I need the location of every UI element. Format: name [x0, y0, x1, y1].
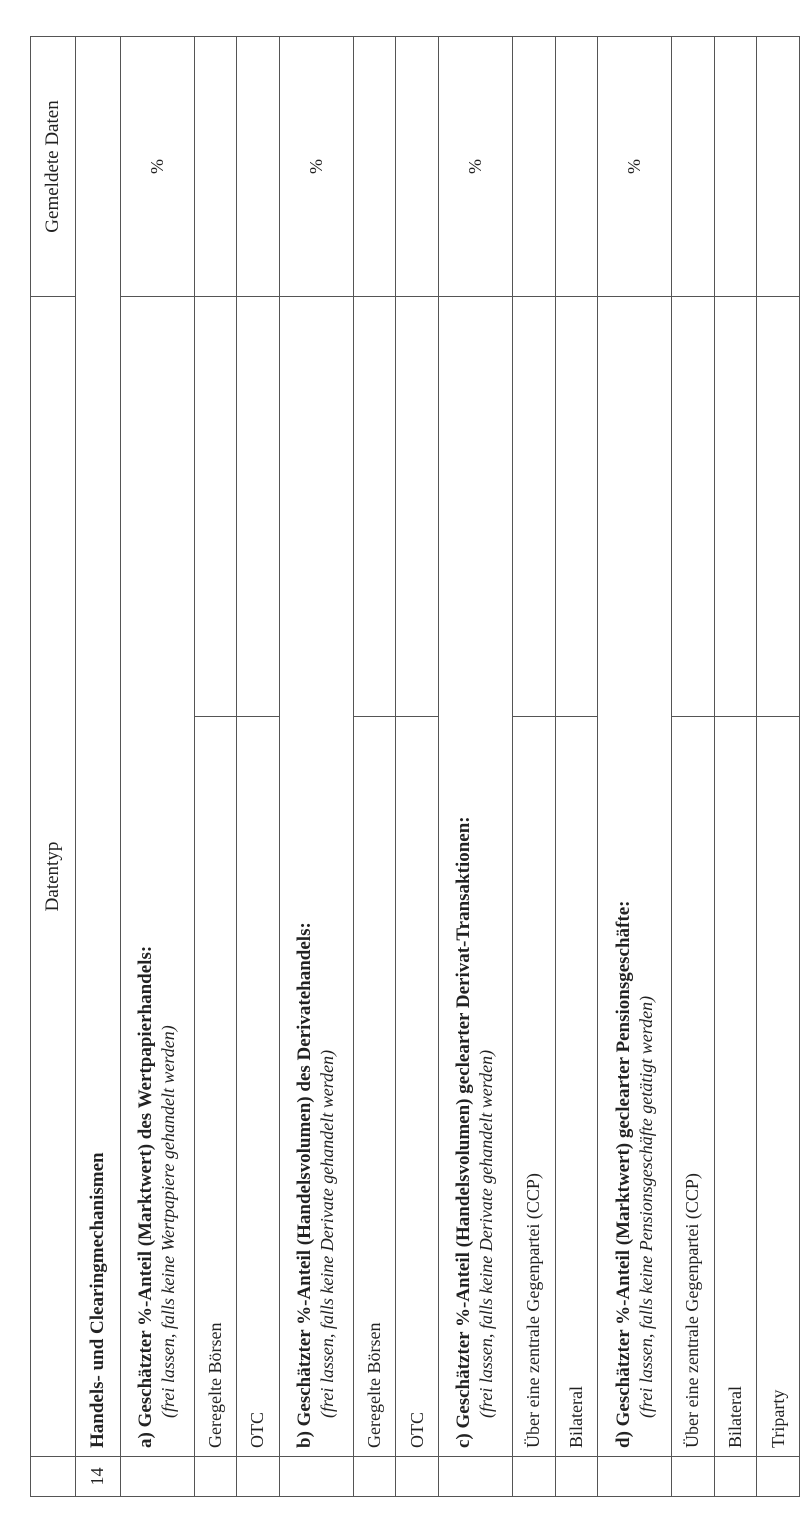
item-label: Über eine zentrale Gegenpartei (CCP)	[512, 717, 555, 1457]
item-row	[714, 37, 757, 1497]
percent-cell: %	[279, 37, 353, 297]
item-row	[672, 37, 715, 1497]
gemeldete-daten-header: Gemeldete Daten	[31, 37, 76, 297]
question-cell	[598, 297, 672, 1457]
header-row	[31, 37, 76, 1497]
item-row	[194, 37, 237, 1497]
percent-cell: %	[120, 37, 194, 297]
row-number: 14	[76, 1457, 121, 1497]
rotated-table-container	[30, 37, 800, 1497]
question-note: (frei lassen, falls keine Derivate gehandelt werden)	[317, 1049, 338, 1418]
item-label: Bilateral	[555, 717, 598, 1457]
item-row	[396, 37, 439, 1497]
item-label: Triparty	[757, 717, 800, 1457]
value-cell[interactable]	[237, 297, 280, 717]
item-label: Geregelte Börsen	[353, 717, 396, 1457]
value-cell[interactable]	[353, 297, 396, 717]
value-cell[interactable]	[555, 297, 598, 717]
question-note: (frei lassen, falls keine Pensionsgeschäfte getätigt werden)	[635, 995, 656, 1418]
item-row	[555, 37, 598, 1497]
item-row	[757, 37, 800, 1497]
question-title: d) Geschätzter %-Anteil (Marktwert) geclearter Pensionsgeschäfte:	[612, 900, 634, 1448]
section-row	[76, 37, 121, 1497]
question-row	[438, 37, 512, 1497]
number-header	[31, 1457, 76, 1497]
item-label: Bilateral	[714, 717, 757, 1457]
question-title: a) Geschätzter %-Anteil (Marktwert) des Wertpapierhandels:	[135, 945, 157, 1448]
question-row	[279, 37, 353, 1497]
item-label: Über eine zentrale Gegenpartei (CCP)	[672, 717, 715, 1457]
question-row	[120, 37, 194, 1497]
question-note: (frei lassen, falls keine Wertpapiere gehandelt werden)	[158, 1025, 179, 1418]
question-row	[598, 37, 672, 1497]
item-label: Geregelte Börsen	[194, 717, 237, 1457]
item-label: OTC	[396, 717, 439, 1457]
question-cell	[438, 297, 512, 1457]
value-cell[interactable]	[194, 297, 237, 717]
item-row	[237, 37, 280, 1497]
question-title: c) Geschätzter %-Anteil (Handelsvolumen) geclearter Derivat-Transaktionen:	[453, 816, 475, 1448]
item-row	[512, 37, 555, 1497]
value-cell[interactable]	[396, 297, 439, 717]
question-note: (frei lassen, falls keine Derivate gehandelt werden)	[476, 1049, 497, 1418]
value-cell[interactable]	[512, 297, 555, 717]
value-cell[interactable]	[672, 297, 715, 717]
item-row	[353, 37, 396, 1497]
item-label: OTC	[237, 717, 280, 1457]
value-cell[interactable]	[714, 297, 757, 717]
datentyp-header: Datentyp	[31, 297, 76, 1457]
question-title: b) Geschätzter %-Anteil (Handelsvolumen) des Derivatehandels:	[294, 922, 316, 1448]
value-cell[interactable]	[757, 297, 800, 717]
percent-cell: %	[438, 37, 512, 297]
question-cell	[120, 297, 194, 1457]
question-cell	[279, 297, 353, 1457]
section-title: Handels- und Clearingmechanismen	[76, 37, 121, 1457]
percent-cell: %	[598, 37, 672, 297]
data-table	[30, 36, 800, 1497]
